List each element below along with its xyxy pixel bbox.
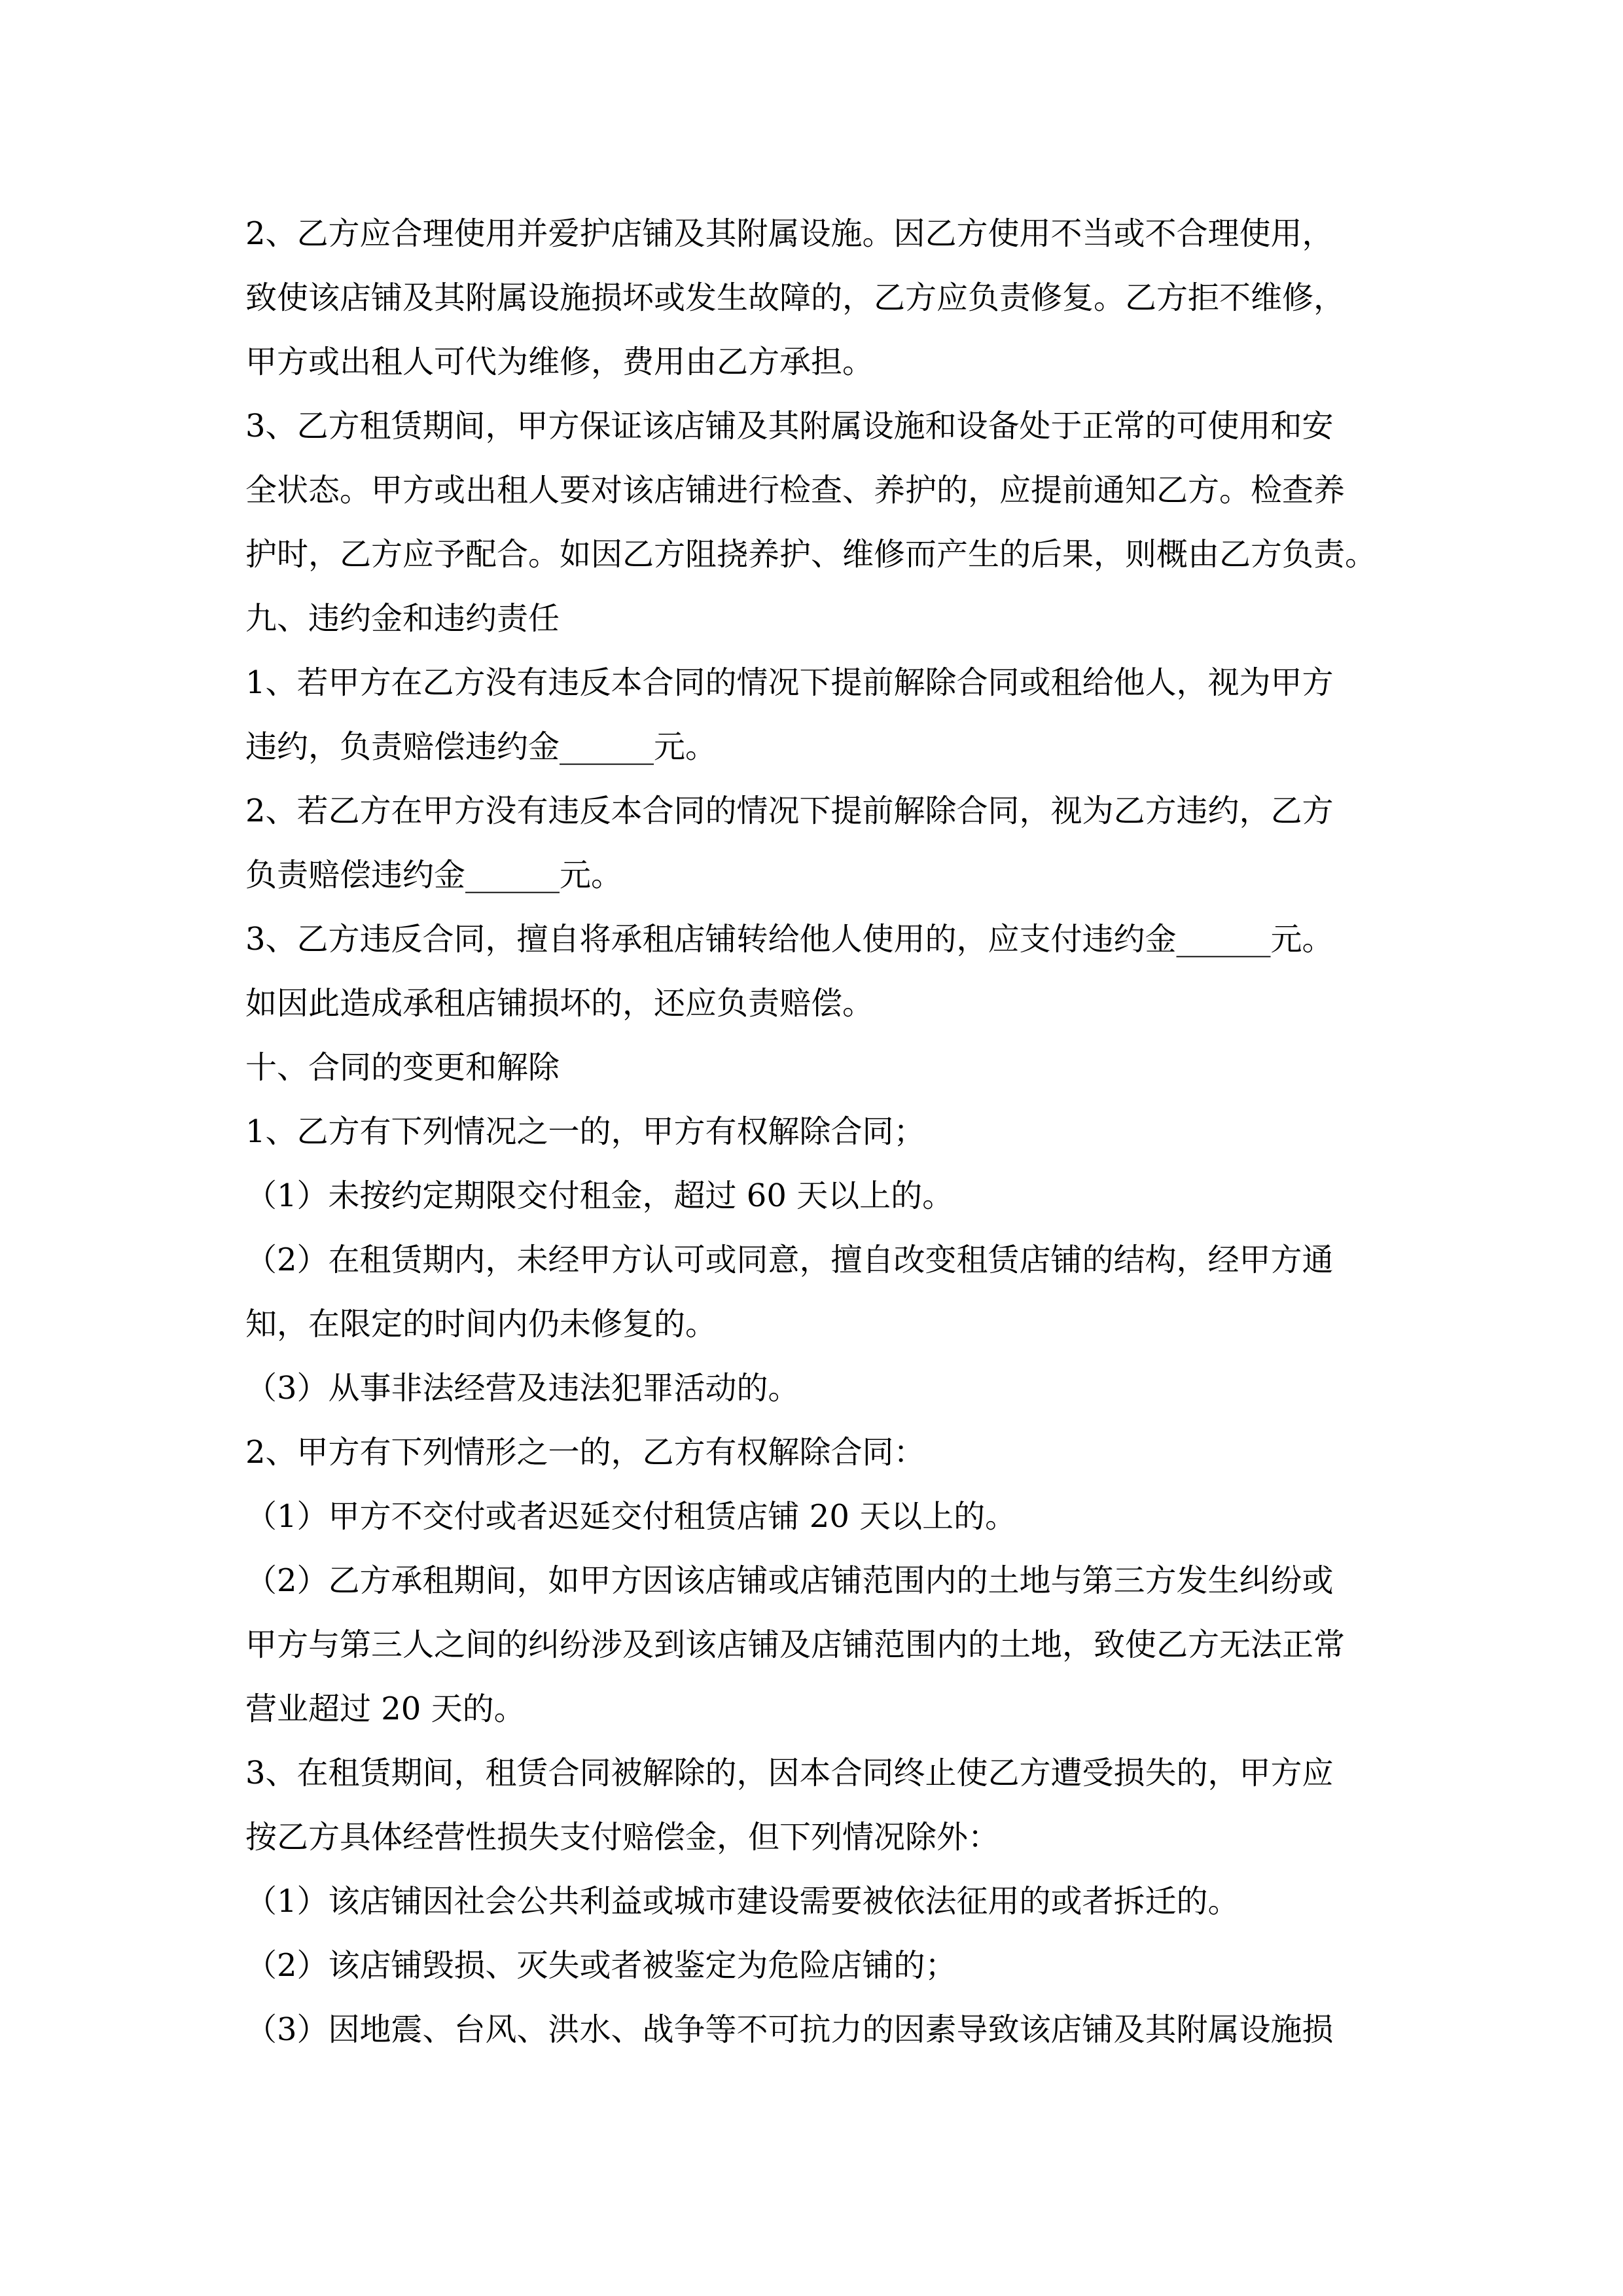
text-line: （3）因地震、台风、洪水、战争等不可抗力的因素导致该店铺及其附属设施损 — [245, 2011, 1334, 2048]
section-heading: 十、合同的变更和解除 — [245, 1049, 560, 1086]
text-line: （1）甲方不交付或者迟延交付租赁店铺 20 天以上的。 — [245, 1498, 1017, 1535]
text-line: 营业超过 20 天的。 — [245, 1691, 526, 1727]
text-line: （1）该店铺因社会公共利益或城市建设需要被依法征用的或者拆迁的。 — [245, 1883, 1240, 1920]
text-line: 如因此造成承租店铺损坏的，还应负责赔偿。 — [245, 985, 874, 1022]
text-line: 负责赔偿违约金______元。 — [245, 857, 623, 893]
document-page — [245, 202, 1384, 2062]
section-heading: 九、违约金和违约责任 — [245, 600, 560, 637]
text-line: 按乙方具体经营性损失支付赔偿金，但下列情况除外： — [245, 1819, 1000, 1856]
text-line: 甲方或出租人可代为维修，费用由乙方承担。 — [245, 344, 874, 380]
text-line: 护时，乙方应予配合。如因乙方阻挠养护、维修而产生的后果，则概由乙方负责。 — [245, 536, 1377, 573]
text-line: 3、乙方违反合同，擅自将承租店铺转给他人使用的，应支付违约金______元。 — [245, 921, 1334, 958]
text-line: 违约，负责赔偿违约金______元。 — [245, 728, 717, 765]
text-line: 3、乙方租赁期间，甲方保证该店铺及其附属设施和设备处于正常的可使用和安 — [245, 408, 1334, 444]
text-line: 1、若甲方在乙方没有违反本合同的情况下提前解除合同或租给他人，视为甲方 — [245, 664, 1334, 701]
text-line: 1、乙方有下列情况之一的，甲方有权解除合同； — [245, 1113, 925, 1150]
text-line: （2）该店铺毁损、灭失或者被鉴定为危险店铺的； — [245, 1947, 957, 1984]
text-line: 2、若乙方在甲方没有违反本合同的情况下提前解除合同，视为乙方违约，乙方 — [245, 793, 1334, 829]
text-line: （3）从事非法经营及违法犯罪活动的。 — [245, 1370, 800, 1407]
text-line: （2）乙方承租期间，如甲方因该店铺或店铺范围内的土地与第三方发生纠纷或 — [245, 1562, 1334, 1599]
text-line: 全状态。甲方或出租人要对该店铺进行检查、养护的，应提前通知乙方。检查养 — [245, 472, 1346, 509]
text-line: 知，在限定的时间内仍未修复的。 — [245, 1306, 717, 1342]
text-line: 甲方与第三人之间的纠纷涉及到该店铺及店铺范围内的土地，致使乙方无法正常 — [245, 1626, 1346, 1663]
text-line: 致使该店铺及其附属设施损坏或发生故障的，乙方应负责修复。乙方拒不维修， — [245, 279, 1346, 316]
text-line: （2）在租赁期内，未经甲方认可或同意，擅自改变租赁店铺的结构，经甲方通 — [245, 1242, 1334, 1278]
text-line: 2、甲方有下列情形之一的，乙方有权解除合同： — [245, 1434, 925, 1471]
text-line: 2、乙方应合理使用并爱护店铺及其附属设施。因乙方使用不当或不合理使用， — [245, 215, 1334, 252]
text-line: 3、在租赁期间，租赁合同被解除的，因本合同终止使乙方遭受损失的，甲方应 — [245, 1755, 1334, 1791]
text-line: （1）未按约定期限交付租金，超过 60 天以上的。 — [245, 1177, 954, 1214]
